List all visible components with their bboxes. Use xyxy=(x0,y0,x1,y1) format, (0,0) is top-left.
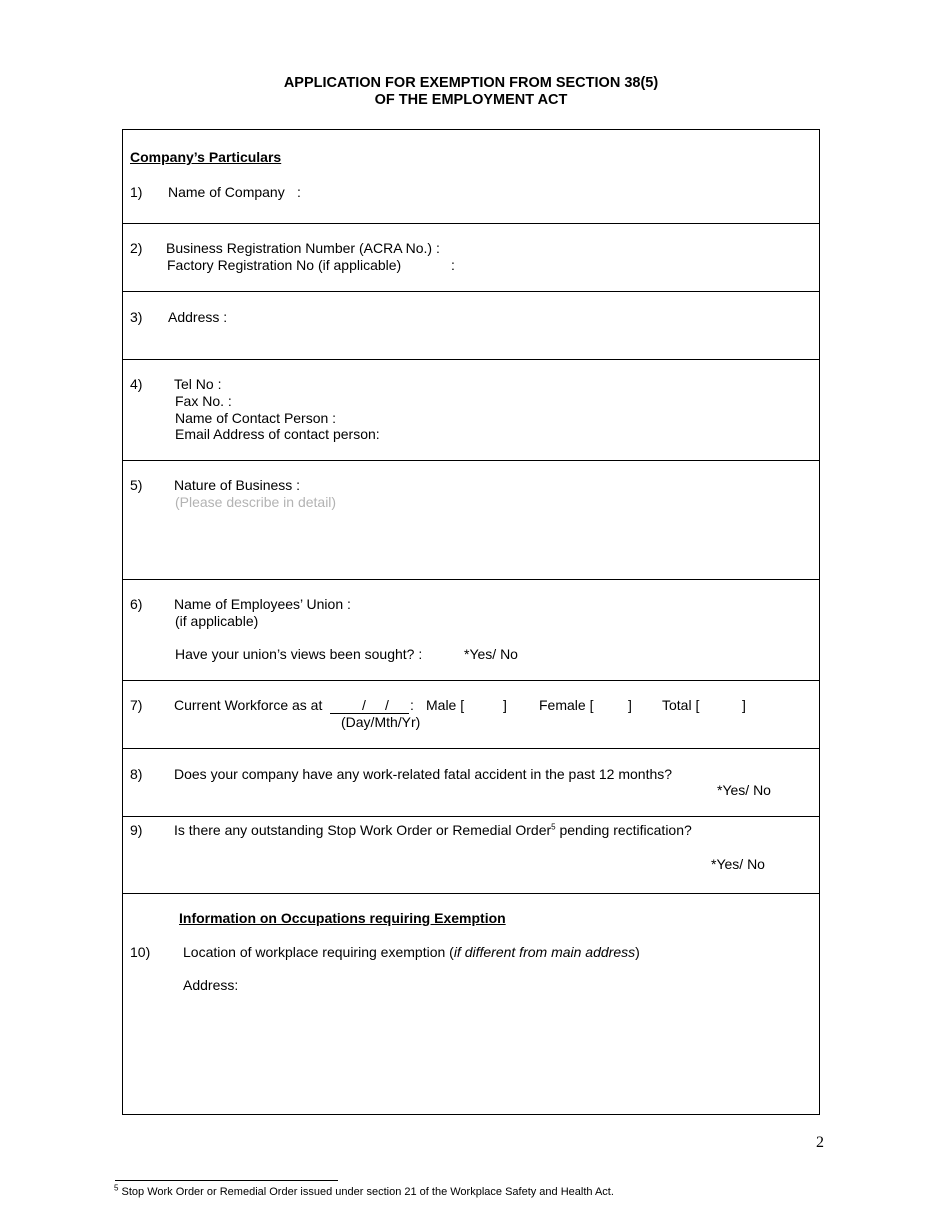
stop-work-order-question-end: pending rectification? xyxy=(555,822,692,838)
acra-number-label: Business Registration Number (ACRA No.) : xyxy=(166,240,440,256)
date-slash-1: / xyxy=(362,697,366,713)
factory-registration-colon: : xyxy=(451,257,455,273)
footnote xyxy=(114,1183,614,1198)
male-count-label: Male [ xyxy=(426,697,465,713)
factory-registration-label: Factory Registration No (if applicable) xyxy=(167,257,402,273)
tel-label: Tel No : xyxy=(174,376,222,392)
stop-work-order-question-text: Is there any outstanding Stop Work Order or Remedial Order xyxy=(174,822,552,838)
workplace-address-label: Address: xyxy=(183,977,239,993)
address-label: Address : xyxy=(168,309,228,325)
workforce-colon: : xyxy=(410,697,414,713)
section-union xyxy=(123,580,819,681)
section-stop-work-order xyxy=(123,817,819,894)
form-title xyxy=(0,75,942,109)
fatal-accident-answer: *Yes/ No xyxy=(717,782,771,798)
item-number-3: 3) xyxy=(130,309,143,325)
form-title-line2: OF THE EMPLOYMENT ACT xyxy=(374,92,568,108)
union-views-answer: *Yes/ No xyxy=(464,646,518,662)
company-name-colon: : xyxy=(297,184,301,200)
item-number-8: 8) xyxy=(130,766,143,782)
occupations-heading: Information on Occupations requiring Exemption xyxy=(179,910,506,926)
date-format-hint: (Day/Mth/Yr) xyxy=(341,714,421,730)
item-number-5: 5) xyxy=(130,477,143,493)
stop-work-order-answer: *Yes/ No xyxy=(711,856,765,872)
form-title-line1: APPLICATION FOR EXEMPTION FROM SECTION 38(5) xyxy=(283,75,659,91)
section-registration xyxy=(123,224,819,292)
footnote-reference: 5 xyxy=(551,822,556,832)
item-number-10: 10) xyxy=(130,944,151,960)
workplace-location-label xyxy=(183,944,640,961)
item-number-6: 6) xyxy=(130,596,143,612)
company-name-label: Name of Company xyxy=(168,184,285,200)
union-views-question: Have your union’s views been sought? : xyxy=(175,646,423,662)
workplace-location-condition: if different from main address xyxy=(453,944,636,960)
female-count-close: ] xyxy=(628,697,632,713)
item-number-1: 1) xyxy=(130,184,143,200)
stop-work-order-question xyxy=(174,822,692,839)
section-workforce xyxy=(123,681,819,749)
workplace-location-close: ) xyxy=(635,944,640,960)
workplace-location-text: Location of workplace requiring exemption ( xyxy=(183,944,454,960)
contact-person-label: Name of Contact Person : xyxy=(175,410,337,426)
total-count-close: ] xyxy=(742,697,746,713)
footnote-separator xyxy=(115,1180,338,1181)
contact-email-label: Email Address of contact person: xyxy=(175,426,380,442)
footnote-mark: 5 xyxy=(114,1183,119,1193)
section-contact xyxy=(123,360,819,461)
application-form xyxy=(122,129,820,1115)
page-number: 2 xyxy=(816,1134,824,1151)
item-number-9: 9) xyxy=(130,822,143,838)
nature-of-business-hint: (Please describe in detail) xyxy=(175,494,337,510)
footnote-text: Stop Work Order or Remedial Order issued under section 21 of the Workplace Safety and Health Act. xyxy=(121,1186,614,1198)
female-count-label: Female [ xyxy=(539,697,594,713)
section-nature-of-business xyxy=(123,461,819,580)
fatal-accident-question: Does your company have any work-related fatal accident in the past 12 months? xyxy=(174,766,673,782)
item-number-7: 7) xyxy=(130,697,143,713)
nature-of-business-label: Nature of Business : xyxy=(174,477,301,493)
union-if-applicable: (if applicable) xyxy=(175,613,259,629)
fax-label: Fax No. : xyxy=(175,393,232,409)
company-particulars-heading: Company’s Particulars xyxy=(130,149,282,165)
section-occupations xyxy=(123,894,819,1114)
section-company-name xyxy=(123,130,819,224)
item-number-2: 2) xyxy=(130,240,143,256)
total-count-label: Total [ xyxy=(662,697,700,713)
male-count-close: ] xyxy=(503,697,507,713)
section-address xyxy=(123,292,819,360)
section-fatal-accident xyxy=(123,749,819,817)
date-slash-2: / xyxy=(385,697,389,713)
item-number-4: 4) xyxy=(130,376,143,392)
union-name-label: Name of Employees’ Union : xyxy=(174,596,351,612)
workforce-label: Current Workforce as at xyxy=(174,697,323,713)
